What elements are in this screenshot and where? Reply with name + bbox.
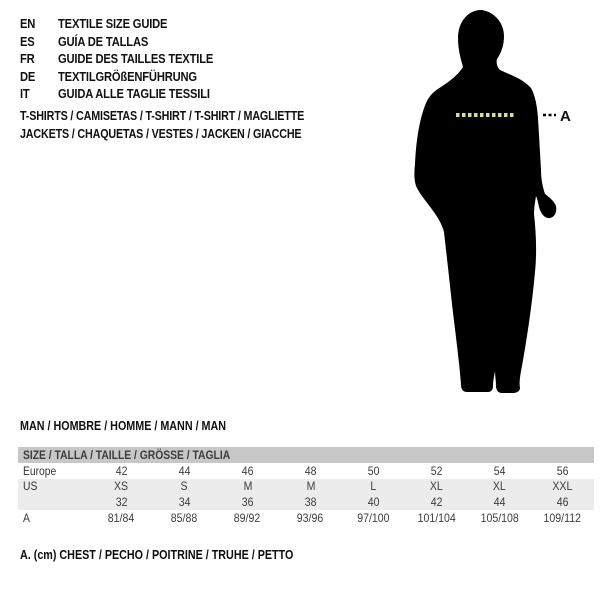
size-cell: 44 xyxy=(493,494,506,509)
size-cell: 32 xyxy=(115,494,128,509)
size-cell: XS xyxy=(114,479,129,494)
size-cell: 48 xyxy=(304,463,317,478)
row-label xyxy=(18,494,90,510)
size-cell: 42 xyxy=(115,463,128,478)
size-cell: 46 xyxy=(556,494,569,509)
language-code: IT xyxy=(20,86,30,102)
size-table xyxy=(18,447,594,527)
size-cell: 56 xyxy=(556,463,569,478)
size-cell: 40 xyxy=(367,494,380,509)
size-cell: 38 xyxy=(304,494,317,509)
language-label: TEXTILE SIZE GUIDE xyxy=(58,16,168,32)
size-cell: XL xyxy=(430,479,443,494)
size-cell: S xyxy=(180,479,189,494)
measurement-footnote: A. (cm) CHEST / PECHO / POITRINE / TRUHE / PETTO xyxy=(20,548,294,562)
category-lines xyxy=(20,109,350,144)
language-label: GUIDE DES TAILLES TEXTILE xyxy=(58,51,214,67)
size-table-header: SIZE / TALLA / TAILLE / GRÖSSE / TAGLIA xyxy=(18,447,594,463)
size-cell: 85/88 xyxy=(171,511,198,525)
category-line-tshirts: T-SHIRTS / CAMISETAS / T-SHIRT / T-SHIRT / MAGLIETTE xyxy=(20,109,305,123)
size-cell: XXL xyxy=(552,479,573,494)
table-row-chest xyxy=(18,510,594,527)
man-silhouette xyxy=(414,10,556,393)
size-cell: M xyxy=(306,479,315,494)
size-cell: 50 xyxy=(367,463,380,478)
measure-label-a: A xyxy=(560,108,571,125)
row-label: US xyxy=(23,479,38,494)
category-line-jackets: JACKETS / CHAQUETAS / VESTES / JACKEN / GIACCHE xyxy=(20,126,302,141)
table-row-numeric xyxy=(18,494,594,510)
language-code: FR xyxy=(20,51,35,67)
language-row xyxy=(20,68,238,86)
language-list xyxy=(20,15,238,103)
size-cell: 44 xyxy=(178,463,191,478)
size-cell: 97/100 xyxy=(357,511,390,525)
table-row-us xyxy=(18,479,594,495)
size-cell: XL xyxy=(493,479,506,494)
size-cell: L xyxy=(370,479,377,494)
language-label: GUIDA ALLE TAGLIE TESSILI xyxy=(58,86,210,102)
size-cell: 46 xyxy=(241,463,254,478)
language-row xyxy=(20,15,238,33)
size-cell: 93/96 xyxy=(297,511,324,525)
size-cell: 81/84 xyxy=(108,511,135,525)
table-row-europe xyxy=(18,463,594,479)
language-row xyxy=(20,85,238,103)
language-row xyxy=(20,33,238,51)
size-cell: 109/112 xyxy=(543,511,582,525)
language-code: EN xyxy=(20,16,36,32)
man-silhouette-figure xyxy=(400,0,600,410)
language-row xyxy=(20,50,238,68)
size-cell: 52 xyxy=(430,463,443,478)
size-cell: 36 xyxy=(241,494,254,509)
language-code: ES xyxy=(20,33,35,49)
size-cell: 42 xyxy=(430,494,443,509)
size-cell: 101/104 xyxy=(417,511,456,525)
language-label: TEXTILGRÖßENFÜHRUNG xyxy=(58,68,197,84)
size-cell: M xyxy=(243,479,252,494)
gender-heading: MAN / HOMBRE / HOMME / MANN / MAN xyxy=(20,419,227,433)
row-label: Europe xyxy=(23,463,57,478)
size-cell: 34 xyxy=(178,494,191,509)
language-label: GUÍA DE TALLAS xyxy=(58,33,149,49)
size-cell: 105/108 xyxy=(480,511,519,525)
size-cell: 89/92 xyxy=(234,511,261,525)
language-code: DE xyxy=(20,68,36,84)
size-cell: 54 xyxy=(493,463,506,478)
row-label: A xyxy=(23,511,30,525)
